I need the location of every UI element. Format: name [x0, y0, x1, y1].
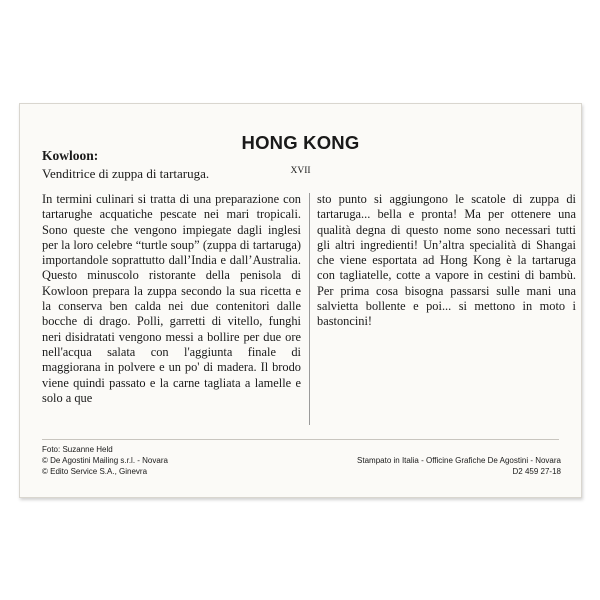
print-info: [357, 455, 561, 477]
photo-caption: Venditrice di zuppa di tartaruga.: [42, 166, 210, 181]
credit-copyright-mailing: © De Agostini Mailing s.r.l. - Novara: [42, 456, 168, 465]
location-heading: Kowloon:: [42, 148, 99, 163]
body-text-left: In termini culinari si tratta di una preparazione con tartarughe acquatiche pescate nei mari tropicali. Sono queste che vengono impiegate dagli inglesi per la loro celebre “turtle soup” (zuppa di tartaruga) importandole soprattutto dall’India e dall’Australia. Questo minuscolo ristorante della penisola di Kowloon prepara la zuppa secondo la sua ricetta e la conserva ben calda nei due contenitori dalle bocche di drago. Polli, garretti di vitello, funghi neri disidratati vengono messi a bollire per due ore nell'acqua salata con l'aggiunta finale di maggiorana in polvere e un po' di madera. Il brodo viene quindi passato e la carne tagliata a lamelle e solo a que: [42, 192, 301, 405]
body-text-right: sto punto si aggiungono le scatole di zuppa di tartaruga... bella e pronta! Ma per ottenere una qualità degna di questo nome sono necessari tutti gli altri ingredienti! Un’altra specialità di Shangai che viene esportata ad Hong Kong è la tartaruga con tagliatelle, cotte a vapore in cestini di bambù. Per prima cosa bisogna passarsi sulle mani una salvietta bollente e poi... si mettono in moto i bastoncini!: [317, 192, 576, 329]
card-title: HONG KONG: [241, 132, 360, 153]
column-divider: [309, 193, 310, 425]
credit-photo: Foto: Suzanne Held: [42, 445, 113, 454]
text-column-left: [42, 192, 301, 406]
text-column-right: [317, 192, 576, 330]
printer-line: Stampato in Italia - Officine Grafiche De Agostini - Novara: [357, 456, 561, 465]
catalog-code: D2 459 27-18: [512, 467, 561, 476]
postcard-back: [19, 103, 582, 498]
credit-copyright-edito: © Edito Service S.A., Ginevra: [42, 467, 148, 476]
footer-rule: [42, 439, 559, 440]
card-number: XVII: [290, 166, 311, 176]
photo-credits: [42, 444, 168, 477]
